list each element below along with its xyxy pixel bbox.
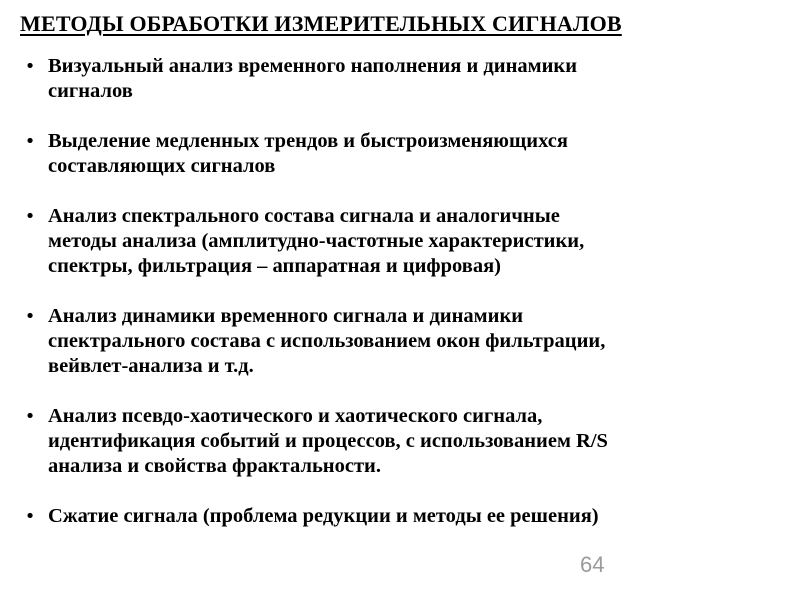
- slide-title: МЕТОДЫ ОБРАБОТКИ ИЗМЕРИТЕЛЬНЫХ СИГНАЛОВ: [20, 11, 622, 36]
- list-item: [18, 504, 788, 529]
- bullet-icon: •: [24, 56, 36, 77]
- list-item: [18, 304, 788, 379]
- bullet-icon: •: [24, 506, 36, 527]
- list-item-line: спектрального состава с использованием окон фильтрации,: [48, 330, 606, 352]
- list-item-line: вейвлет-анализа и т.д.: [48, 355, 254, 377]
- list-item: [18, 404, 788, 479]
- list-item: [18, 204, 788, 279]
- list-item-line: сигналов: [48, 80, 133, 102]
- list-item-line: Выделение медленных трендов и быстроизменяющихся: [48, 130, 568, 152]
- list-item-line: Анализ спектрального состава сигнала и аналогичные: [48, 205, 560, 227]
- list-item: [18, 129, 788, 179]
- list-item-line: анализа и свойства фрактальности.: [48, 455, 381, 477]
- list-item-line: Анализ псевдо-хаотического и хаотического сигнала,: [48, 405, 543, 427]
- list-item-line: Сжатие сигнала (проблема редукции и методы ее решения): [48, 505, 599, 527]
- bullet-list: [18, 54, 788, 529]
- list-item-line: Анализ динамики временного сигнала и динамики: [48, 305, 524, 327]
- list-item-line: составляющих сигналов: [48, 155, 276, 177]
- bullet-icon: •: [24, 131, 36, 152]
- bullet-icon: •: [24, 306, 36, 327]
- list-item-line: идентификация событий и процессов, с использованием R/S: [48, 430, 608, 452]
- bullet-icon: •: [24, 406, 36, 427]
- list-item-line: методы анализа (амплитудно-частотные характеристики,: [48, 230, 585, 252]
- bullet-icon: •: [24, 206, 36, 227]
- list-item-line: Визуальный анализ временного наполнения и динамики: [48, 55, 578, 77]
- page-number: 64: [580, 552, 605, 577]
- list-item: [18, 54, 788, 104]
- list-item-line: спектры, фильтрация – аппаратная и цифровая): [48, 255, 501, 277]
